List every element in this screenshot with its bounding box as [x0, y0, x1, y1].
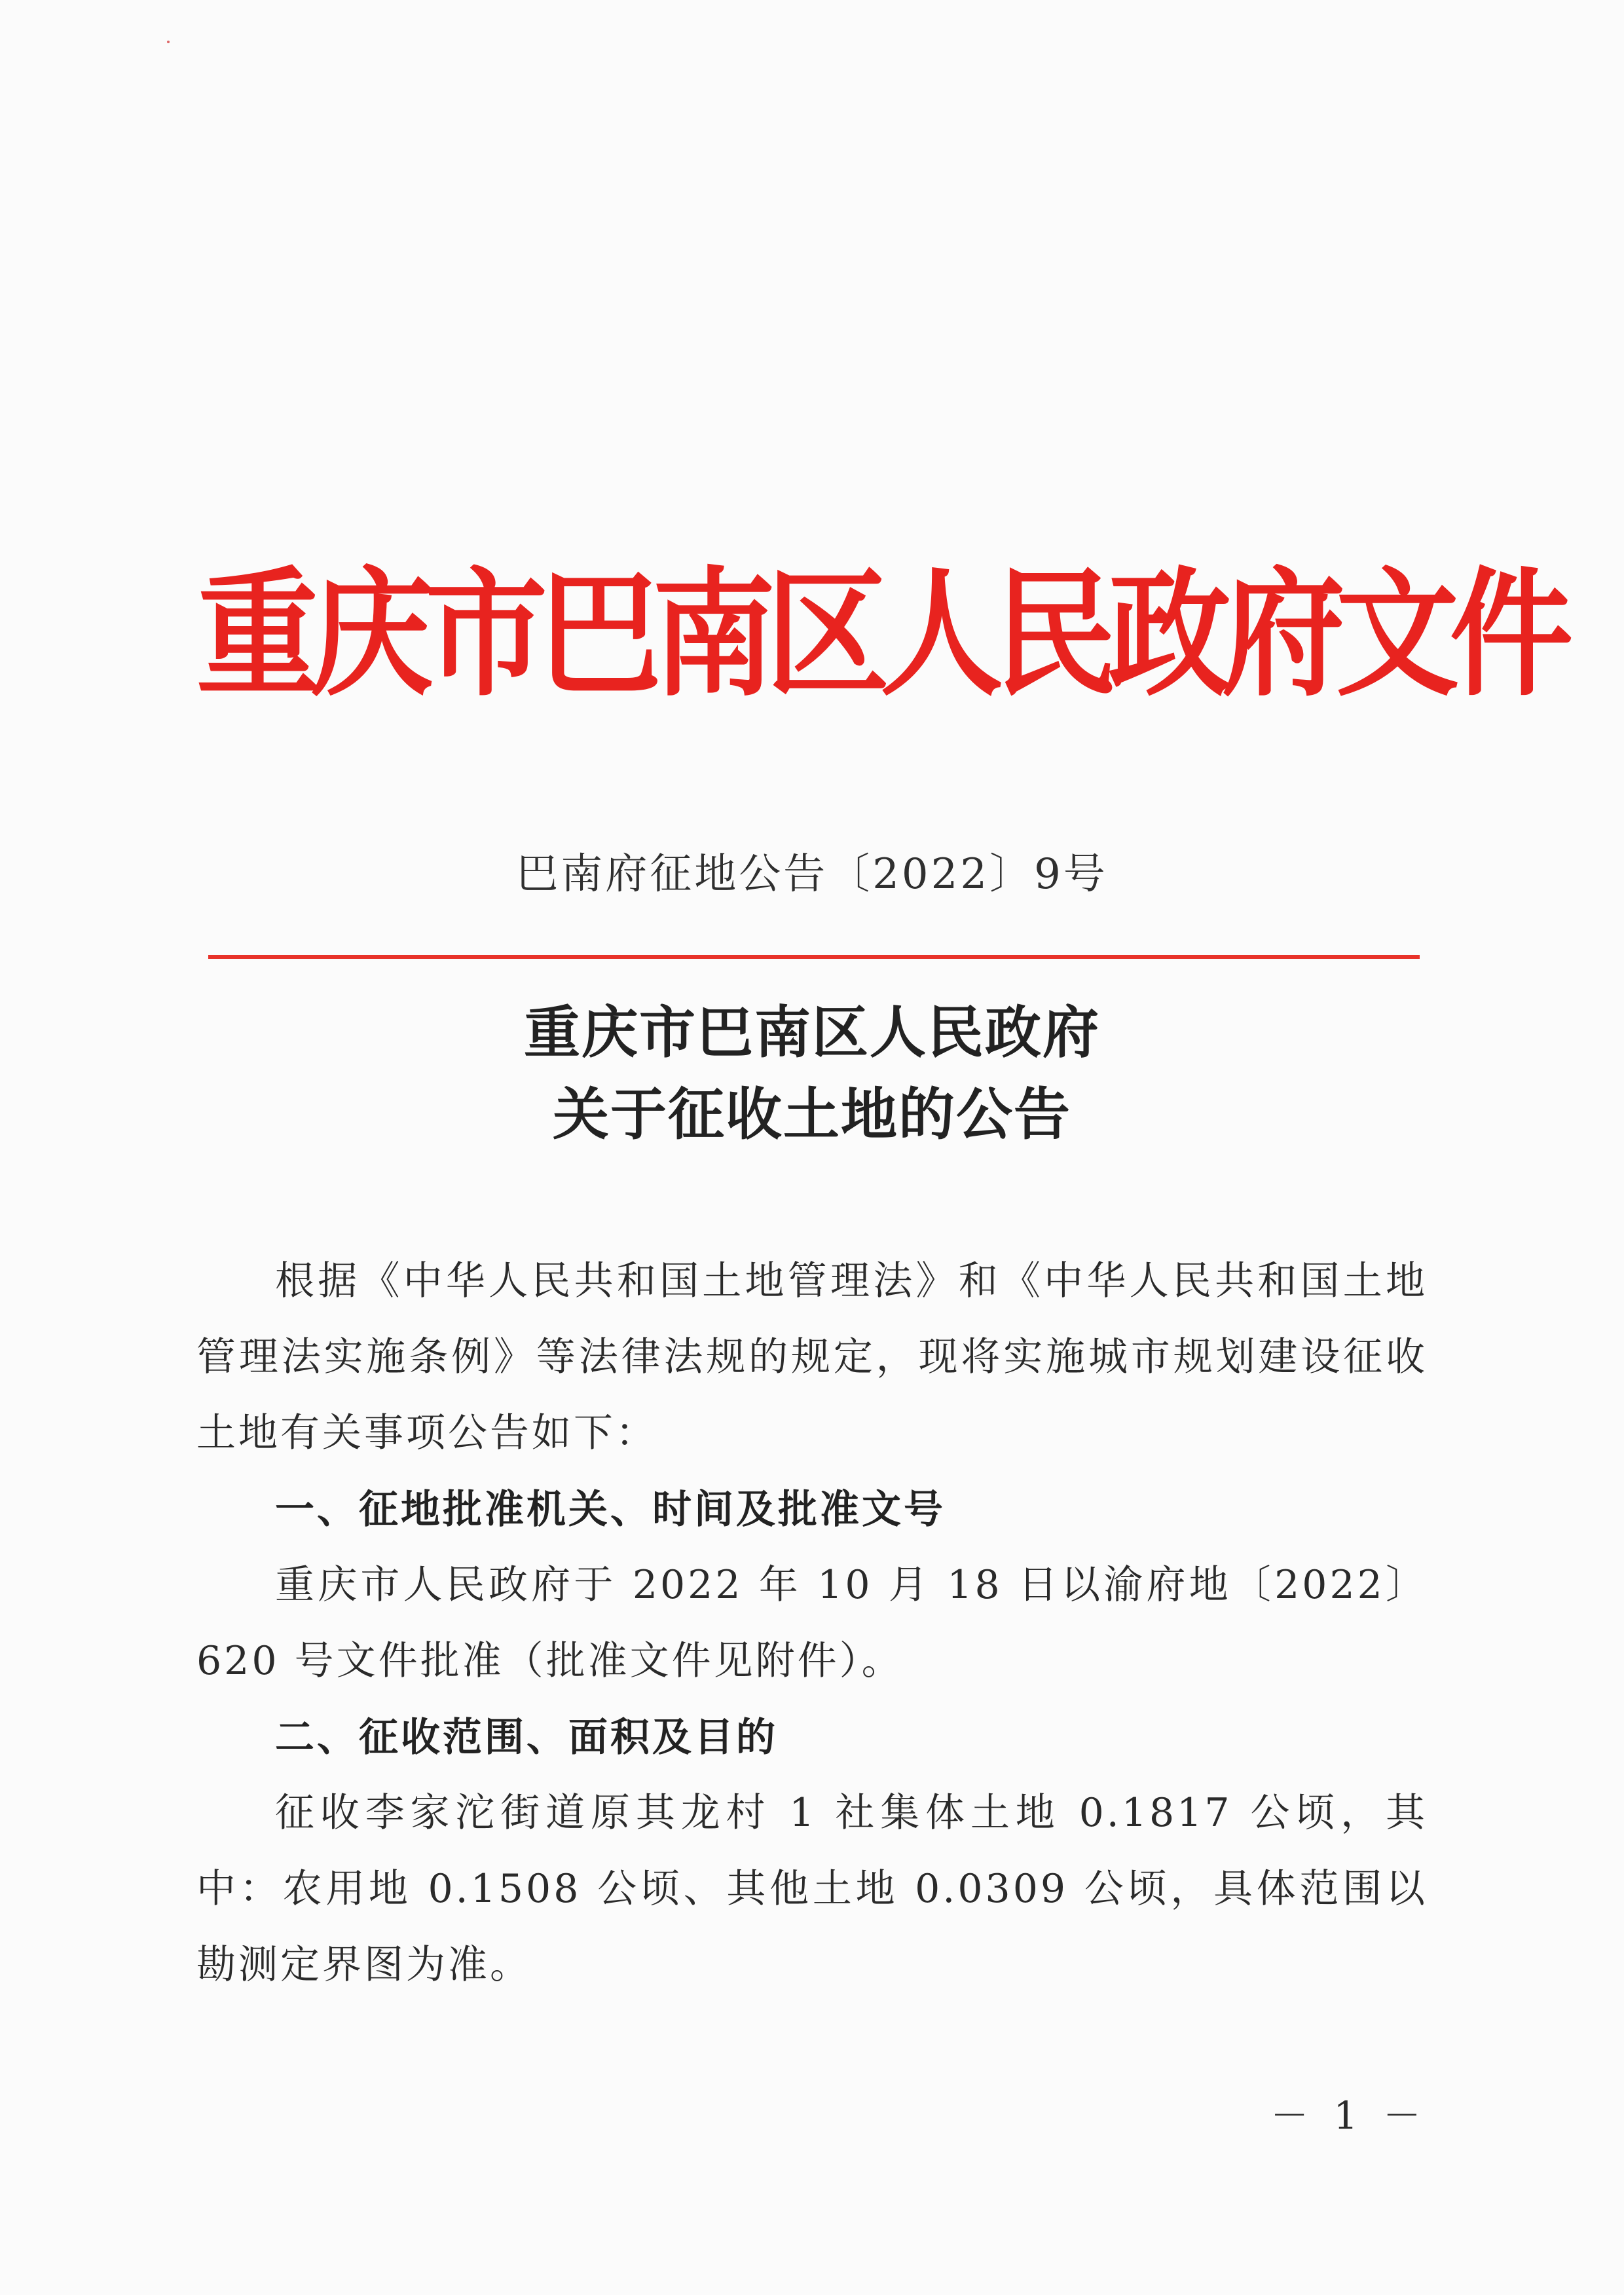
masthead-title: 重庆市巴南区人民政府文件	[196, 554, 1564, 716]
section-1-heading: 一、征地批准机关、时间及批准文号	[275, 1487, 946, 1533]
section-2-paragraph: 征收李家沱街道原其龙村 1 社集体土地 0.1817 公顷，其中：农用地 0.1508 公顷、其他土地 0.0309 公顷，具体范围以勘测定界图为准。	[196, 1790, 1428, 1988]
red-ink-speck	[167, 41, 170, 43]
section-1-paragraph: 重庆市人民政府于 2022 年 10 月 18 日以渝府地〔2022〕620 号文件批准（批准文件见附件）。	[196, 1562, 1428, 1684]
page-number: － 1 －	[1270, 2093, 1428, 2138]
section-2-heading: 二、征收范围、面积及目的	[275, 1715, 778, 1761]
notice-title-line-1: 重庆市巴南区人民政府	[524, 1000, 1100, 1066]
document-number: 巴南府征地公告〔2022〕9号	[516, 850, 1108, 899]
intro-paragraph: 根据《中华人民共和国土地管理法》和《中华人民共和国土地管理法实施条例》等法律法规的规定，现将实施城市规划建设征收土地有关事项公告如下：	[196, 1258, 1428, 1456]
notice-title-line-2: 关于征收土地的公告	[553, 1082, 1071, 1148]
red-divider-line	[208, 955, 1420, 959]
